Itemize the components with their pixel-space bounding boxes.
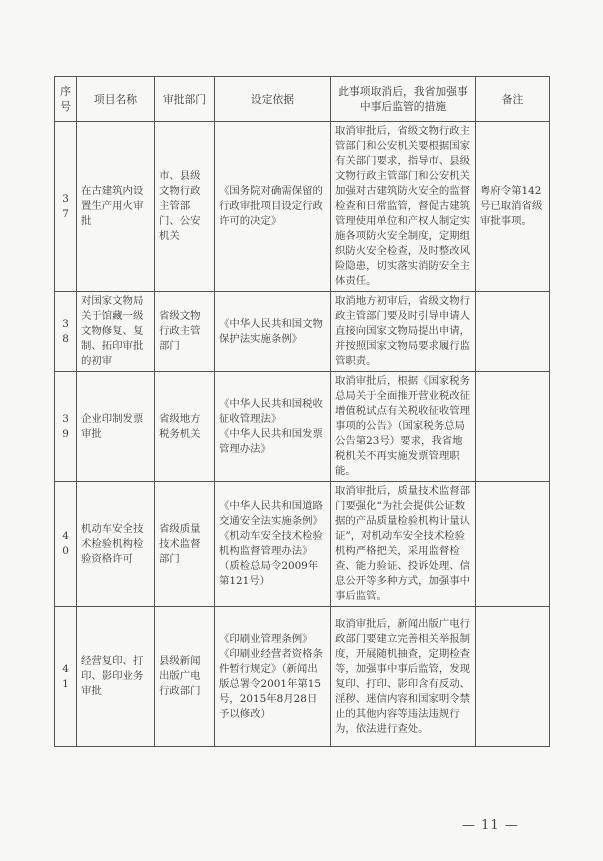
row-remark [476, 607, 550, 747]
table-row [55, 122, 550, 292]
header-dept: 审批部门 [155, 77, 215, 122]
header-idx: 序号 [55, 77, 77, 122]
row-name: 企业印制发票审批 [77, 372, 155, 482]
table-row [55, 372, 550, 482]
row-name: 经营复印、打印、影印业务审批 [77, 607, 155, 747]
row-idx: 39 [55, 372, 77, 482]
row-measure: 取消地方初审后，省级文物行政主管部门要及时引导申请人直接向国家文物局提出申请，并按照国家文物局要求履行监管职责。 [331, 292, 476, 372]
row-dept: 县级新闻出版广电行政部门 [155, 607, 215, 747]
row-idx: 38 [55, 292, 77, 372]
row-name: 在古建筑内设置生产用火审批 [77, 122, 155, 292]
row-dept: 省级文物行政主管部门 [155, 292, 215, 372]
row-basis: 《国务院对确需保留的行政审批项目设定行政许可的决定》 [215, 122, 331, 292]
row-measure: 取消审批后，省级文物行政主管部门和公安机关要根据国家有关部门要求，指导市、县级文物行政主管部门和公安机关加强对古建筑防火安全的监督检查和日常监管，督促古建筑管理使用单位和产权人制定实施各项防火安全制度，定期组织防火安全检查，及时整改风险隐患，切实落实消防安全主体责任。 [331, 122, 476, 292]
page-number: — 11 — [462, 818, 519, 833]
row-name: 对国家文物局关于馆藏一级文物修复、复制、拓印审批的初审 [77, 292, 155, 372]
row-dept: 省级质量技术监督部门 [155, 482, 215, 607]
header-basis: 设定依据 [215, 77, 331, 122]
row-basis: 《中华人民共和国税收征收管理法》 《中华人民共和国发票管理办法》 [215, 372, 331, 482]
row-idx: 37 [55, 122, 77, 292]
row-dept: 省级地方税务机关 [155, 372, 215, 482]
approval-items-table [54, 76, 550, 747]
header-remark: 备注 [476, 77, 550, 122]
row-remark [476, 292, 550, 372]
row-name: 机动车安全技术检验机构检验资格许可 [77, 482, 155, 607]
table-row [55, 607, 550, 747]
table-row [55, 482, 550, 607]
table-row [55, 292, 550, 372]
header-measure: 此事项取消后，我省加强事中事后监管的措施 [331, 77, 476, 122]
row-idx: 41 [55, 607, 77, 747]
row-basis: 《中华人民共和国道路交通安全法实施条例》 《机动车安全技术检验机构监督管理办法》（质检总局令2009年第121号） [215, 482, 331, 607]
table-header-row [55, 77, 550, 122]
row-remark [476, 482, 550, 607]
row-idx: 40 [55, 482, 77, 607]
row-measure: 取消审批后，新闻出版广电行政部门要建立完善相关举报制度，开展随机抽查，定期检查等，加强事中事后监管，发现复印、打印、影印含有反动、淫秽、迷信内容和国家明令禁止的其他内容等违法违规行为，依法进行查处。 [331, 607, 476, 747]
row-basis: 《中华人民共和国文物保护法实施条例》 [215, 292, 331, 372]
row-measure: 取消审批后，根据《国家税务总局关于全面推开营业税改征增值税试点有关税收征收管理事项的公告》（国家税务总局公告第23号）要求，我省地税机关不再实施发票管理职能。 [331, 372, 476, 482]
row-remark [476, 372, 550, 482]
row-measure: 取消审批后，质量技术监督部门要强化“为社会提供公证数据的产品质量检验机构计量认证”，对机动车安全技术检验机构严格把关，采用监督检查、能力验证、投诉处理、信息公开等多种方式，加强事中事后监管。 [331, 482, 476, 607]
row-dept: 市、县级文物行政主管部门、公安机关 [155, 122, 215, 292]
row-remark: 粤府令第142号已取消省级审批事项。 [476, 122, 550, 292]
header-name: 项目名称 [77, 77, 155, 122]
row-basis: 《印刷业管理条例》 《印刷业经营者资格条件暂行规定》（新闻出版总署令2001年第15号，2015年8月28日予以修改） [215, 607, 331, 747]
